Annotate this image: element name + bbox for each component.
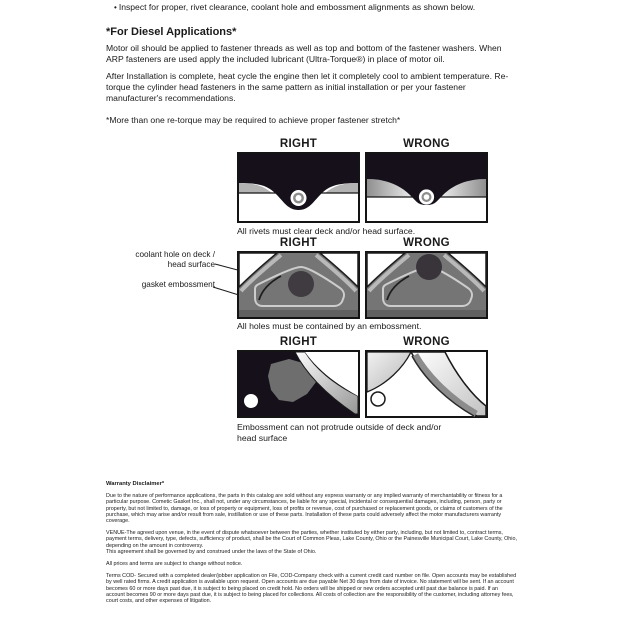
warranty-paragraph-terms-cod: Terms COD- Secured with a completed dealer/jobber application on File, COD-Company check with a current credit card number on file. Open accounts may be established by well rated firms. A credit application is available upon request. Open accounts are due payable Net 30 days from date of invoice. No statement will be sent. If an account becomes 60 or more days past due, it is subject to being placed on credit hold. No orders will be shipped or new orders accepted until past due balance is paid. If an account becomes 90 or more days past due, it is subject to being placed for collections. All costs of collection are the responsibility of the customer, including attorney fees, court costs, and other expenses of litigation. xyxy=(106,573,517,605)
diesel-paragraph-2: After Installation is complete, heat cycle the engine then let it completely cool to ambient temperature. Re-torque the cylinder head fasteners in the same pattern as initial installation or per your fastener manufacturer's recommendations. xyxy=(106,71,509,103)
row3-right-label: RIGHT xyxy=(279,336,318,348)
warranty-section xyxy=(106,481,518,610)
row1-headers xyxy=(237,138,488,150)
row2-wrong-diagram xyxy=(365,251,488,319)
warranty-paragraph-prices: All prices and terms are subject to change without notice. xyxy=(106,561,243,568)
row3-wrong-diagram xyxy=(365,350,488,418)
diesel-applications-heading: *For Diesel Applications* xyxy=(106,26,237,38)
warranty-paragraph-1: Due to the nature of performance applications, the parts in this catalog are sold without any express warranty or any implied warranty of merchantability or fitness for a particular purpose. Cometic Gasket Inc., shall not, under any circumstances, be liable for any special, incidental or consequential damages, including, person, party or property, but not limited to, damage, or loss of property or equipment, loss of profits or revenue, cost of purchased or replacement goods, or claims of customers of the purchase, which may arise and/or result from sale, instillation or use of these parts. Installation of these parts could adversely affect the motor manufacturers warranty coverage. xyxy=(106,493,503,525)
warranty-heading: Warranty Disclaimer* xyxy=(106,481,165,487)
inspect-note xyxy=(114,2,518,13)
row2-wrong-label: WRONG xyxy=(403,237,450,249)
bullet-icon: • xyxy=(114,3,117,12)
row2-right-diagram xyxy=(237,251,360,319)
gasket-embossment-label: gasket embossment xyxy=(141,280,215,289)
row2-headers xyxy=(237,237,488,249)
row2-right-label: RIGHT xyxy=(279,237,318,249)
row3-caption: Embossment can not protrude outside of deck and/or head surface xyxy=(237,422,442,443)
row3-diagrams xyxy=(237,350,488,418)
coolant-hole-label: coolant hole on deck / head surface xyxy=(135,250,215,269)
retorque-note: *More than one re-torque may be required to achieve proper fastener stretch* xyxy=(106,115,401,125)
row1-caption: All rivets must clear deck and/or head surface. xyxy=(237,226,416,236)
row2-diagrams xyxy=(237,251,488,319)
row3-headers xyxy=(237,336,488,348)
row1-diagrams xyxy=(237,152,488,223)
row3-wrong-label: WRONG xyxy=(403,336,450,348)
row1-right-label: RIGHT xyxy=(279,138,318,150)
inspect-note-text: Inspect for proper, rivet clearance, coolant hole and embossment alignments as shown below. xyxy=(118,2,476,12)
row1-wrong-label: WRONG xyxy=(403,138,450,150)
row1-wrong-diagram xyxy=(365,152,488,223)
row1-right-diagram xyxy=(237,152,360,223)
warranty-paragraph-governing-law: This agreement shall be governed by and construed under the laws of the State of Ohio. xyxy=(106,548,317,555)
diesel-paragraph-1: Motor oil should be applied to fastener threads as well as top and bottom of the fastener washers. When ARP fasteners are used apply the included lubricant (Ultra-Torque®) in place of motor oil. xyxy=(106,43,502,64)
row3-right-diagram xyxy=(237,350,360,418)
warranty-paragraph-venue: VENUE-The agreed upon venue, in the event of dispute whatsoever between the parties, whether instituted by either party, including, but not limited to, contract terms, payment terms, delivery, type, defects, sufficiency of product, shall be the Court of Common Pleas, Lake County, Ohio or the Painesville Municipal Court, Lake County, Ohio, depending on the amount in controversy. xyxy=(106,530,517,549)
row2-caption: All holes must be contained by an embossment. xyxy=(237,321,422,331)
